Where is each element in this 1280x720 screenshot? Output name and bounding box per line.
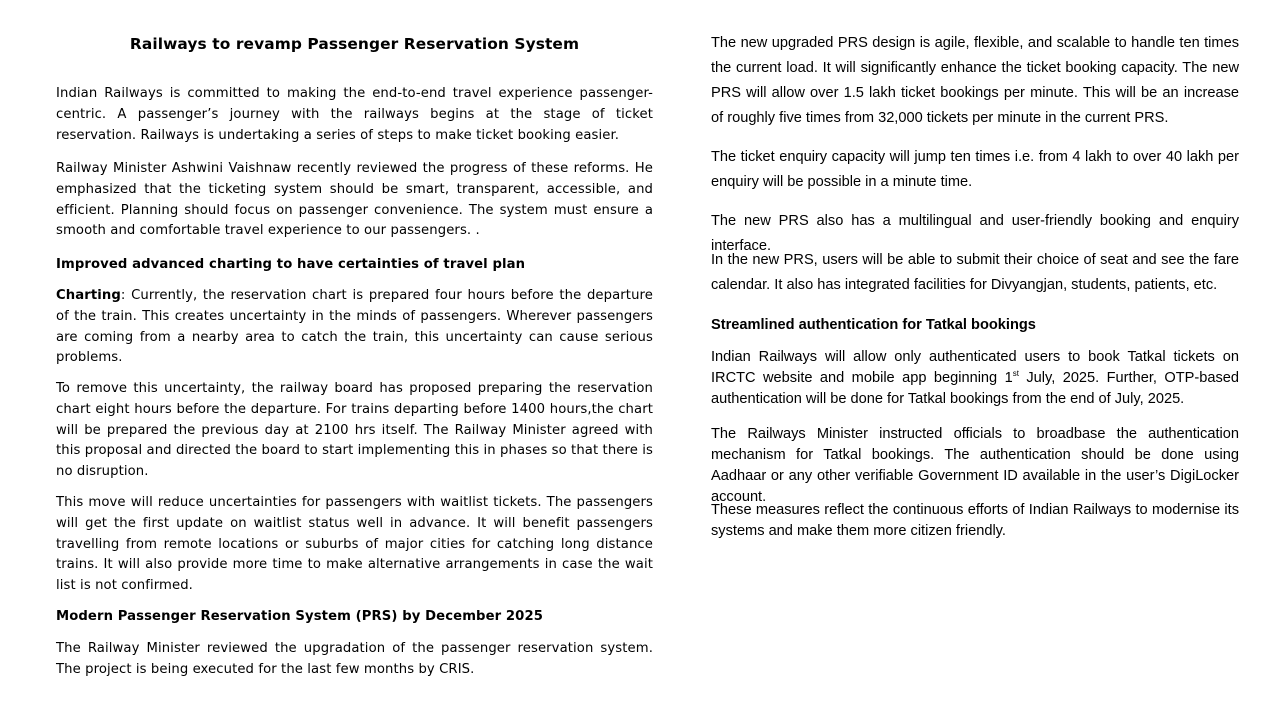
prs-review-paragraph: The Railway Minister reviewed the upgradation of the passenger reservation system. The project is being executed for the last few months by CRIS. — [56, 641, 653, 677]
prs-capacity-paragraph: The new upgraded PRS design is agile, flexible, and scalable to handle ten times the current load. It will significantly enhance the ticket booking capacity. The new PRS will allow over 1.5 lakh ticket bookings per minute. This will be an increase of roughly five times from 32,000 tickets per minute in the current PRS. — [711, 35, 1239, 126]
date-superscript: st — [1012, 369, 1019, 379]
broadbase-paragraph: The Railways Minister instructed officials to broadbase the authentication mechanism for Tatkal bookings. The authentication should be done using Aadhaar or any other verifiable Government ID available in the user’s DigiLocker account. — [711, 426, 1239, 505]
tatkal-auth-text-a: Indian Railways will allow only authenticated users to book Tatkal tickets on IRCTC website and mobile app beginning 1 — [711, 349, 1239, 386]
waitlist-paragraph: This move will reduce uncertainties for passengers with waitlist tickets. The passengers will get the first update on waitlist status well in advance. It will benefit passengers travelling from remote locations or suburbs of major cities for catching long distance trains. It will also provide more time to make alternative arrangements in case the wait list is not confirmed. — [56, 495, 653, 594]
charting-heading: Improved advanced charting to have certainties of travel plan — [56, 257, 526, 272]
tatkal-auth-paragraph — [711, 347, 1239, 410]
prs-heading: Modern Passenger Reservation System (PRS) by December 2025 — [56, 609, 544, 624]
minister-review-paragraph: Railway Minister Ashwini Vaishnaw recently reviewed the progress of these reforms. He emphasized that the ticketing system should be smart, transparent, accessible, and efficient. Planning should focus on passenger convenience. The system must ensure a smooth and comfortable travel experience to our passengers. . — [56, 161, 653, 239]
charting-text: : Currently, the reservation chart is prepared four hours before the departure of the train. This creates uncertainty in the minds of passengers. Wherever passengers are coming from a nearby area to catch the train, this uncertainty can cause serious problems. — [56, 288, 653, 366]
multilingual-paragraph: The new PRS also has a multilingual and user-friendly booking and enquiry interface. — [711, 213, 1239, 254]
uncertainty-paragraph: To remove this uncertainty, the railway board has proposed preparing the reservation chart eight hours before the departure. For trains departing before 1400 hours,the chart will be prepared the previous day at 2100 hrs itself. The Railway Minister agreed with this proposal and directed the board to start implementing this in phases so that there is no disruption. — [56, 381, 653, 480]
enquiry-capacity-paragraph: The ticket enquiry capacity will jump ten times i.e. from 4 lakh to over 40 lakh per enquiry will be possible in a minute time. — [711, 149, 1239, 190]
article-title: Railways to revamp Passenger Reservation System — [129, 35, 580, 53]
closing-paragraph: These measures reflect the continuous efforts of Indian Railways to modernise its systems and make them more citizen friendly. — [711, 502, 1239, 539]
tatkal-heading: Streamlined authentication for Tatkal bookings — [711, 317, 1036, 333]
seat-choice-paragraph: In the new PRS, users will be able to submit their choice of seat and see the fare calendar. It also has integrated facilities for Divyangjan, students, patients, etc. — [711, 252, 1239, 293]
intro-paragraph: Indian Railways is committed to making the end-to-end travel experience passenger-centric. A passenger’s journey with the railways begins at the stage of ticket reservation. Railways is undertaking a series of steps to make ticket booking easier. — [56, 86, 653, 143]
charting-label: Charting — [56, 288, 121, 303]
tatkal-auth-text-b: July, 2025. Further, OTP-based authentication will be done for Tatkal bookings from the end of July, 2025. — [711, 370, 1239, 407]
charting-paragraph — [56, 286, 653, 369]
